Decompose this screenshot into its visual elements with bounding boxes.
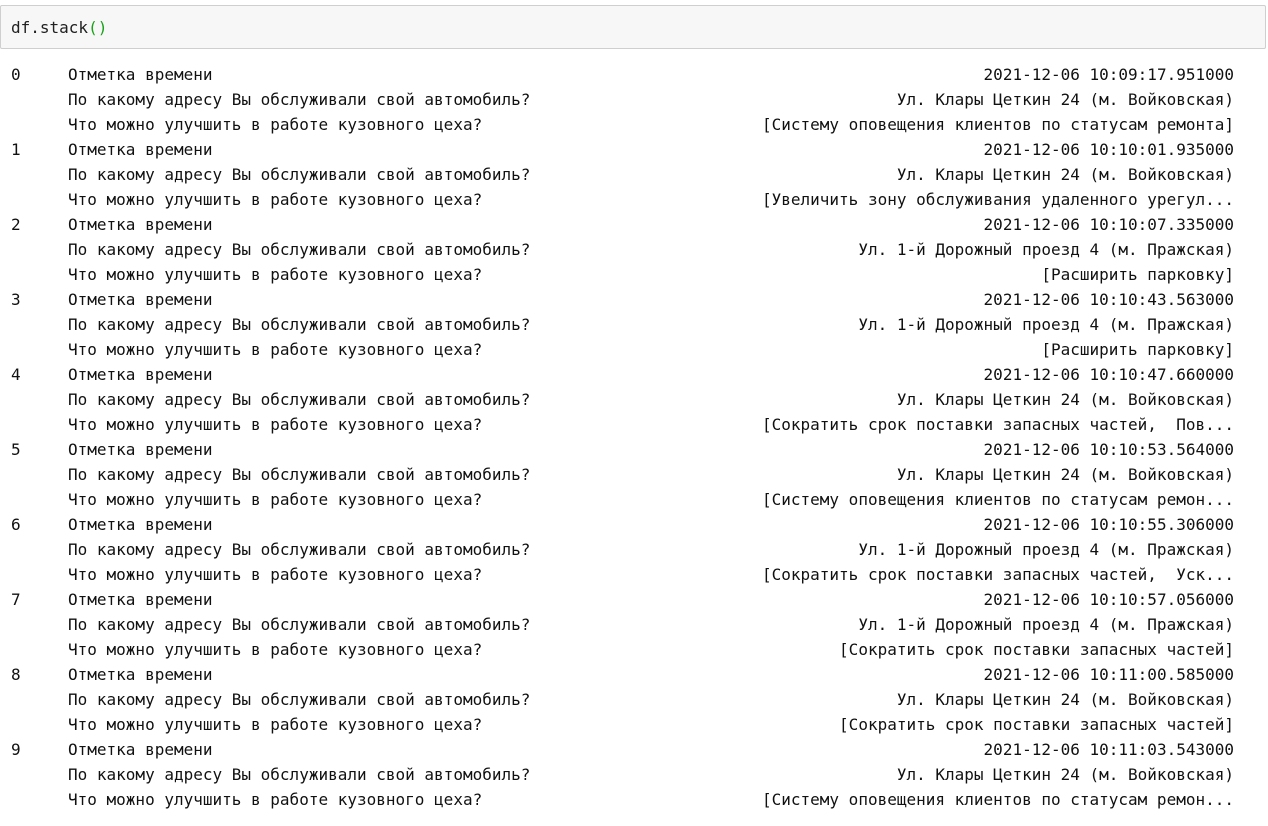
output-row — [0, 437, 1268, 462]
output-row — [0, 712, 1268, 737]
row-question-label: По какому адресу Вы обслуживали свой автомобиль? — [68, 690, 531, 709]
row-index: 0 — [11, 65, 21, 84]
cell-output-area — [0, 62, 1268, 812]
output-row — [0, 312, 1268, 337]
output-row — [0, 462, 1268, 487]
row-index: 9 — [11, 740, 21, 759]
row-question-label: По какому адресу Вы обслуживали свой автомобиль? — [68, 240, 531, 259]
row-value: Ул. Клары Цеткин 24 (м. Войковская) — [896, 90, 1234, 109]
row-question-label: Что можно улучшить в работе кузовного цеха? — [68, 640, 483, 659]
row-question-label: Отметка времени — [68, 515, 213, 534]
output-row — [0, 337, 1268, 362]
row-value: [Сократить срок поставки запасных частей] — [839, 715, 1234, 734]
row-value: [Сократить срок поставки запасных частей, Пов... — [761, 415, 1234, 434]
row-value: [Увеличить зону обслуживания удаленного урегул... — [761, 190, 1234, 209]
output-row — [0, 212, 1268, 237]
row-value: 2021-12-06 10:10:47.660000 — [983, 365, 1234, 384]
row-question-label: Что можно улучшить в работе кузовного цеха? — [68, 415, 483, 434]
output-row — [0, 562, 1268, 587]
row-value: [Систему оповещения клиентов по статусам ремон... — [761, 790, 1234, 809]
row-value: 2021-12-06 10:10:53.564000 — [983, 440, 1234, 459]
row-question-label: По какому адресу Вы обслуживали свой автомобиль? — [68, 615, 531, 634]
output-row — [0, 512, 1268, 537]
output-row — [0, 687, 1268, 712]
row-question-label: Отметка времени — [68, 740, 213, 759]
output-row — [0, 787, 1268, 812]
row-value: [Расширить парковку] — [1041, 265, 1234, 284]
code-editor-line[interactable] — [11, 18, 107, 38]
row-question-label: По какому адресу Вы обслуживали свой автомобиль? — [68, 540, 531, 559]
row-question-label: Отметка времени — [68, 665, 213, 684]
output-row — [0, 587, 1268, 612]
output-row — [0, 762, 1268, 787]
output-row — [0, 387, 1268, 412]
row-value: Ул. 1-й Дорожный проезд 4 (м. Пражская) — [858, 240, 1234, 259]
row-value: [Сократить срок поставки запасных частей] — [839, 640, 1234, 659]
output-row — [0, 262, 1268, 287]
row-question-label: Что можно улучшить в работе кузовного цеха? — [68, 790, 483, 809]
output-row — [0, 237, 1268, 262]
row-value: Ул. Клары Цеткин 24 (м. Войковская) — [896, 465, 1234, 484]
row-question-label: Отметка времени — [68, 65, 213, 84]
row-value: [Расширить парковку] — [1041, 340, 1234, 359]
row-value: Ул. 1-й Дорожный проезд 4 (м. Пражская) — [858, 615, 1234, 634]
row-question-label: Отметка времени — [68, 440, 213, 459]
output-row — [0, 662, 1268, 687]
row-question-label: Отметка времени — [68, 590, 213, 609]
output-row — [0, 537, 1268, 562]
row-index: 6 — [11, 515, 21, 534]
output-row — [0, 112, 1268, 137]
row-value: Ул. Клары Цеткин 24 (м. Войковская) — [896, 390, 1234, 409]
row-question-label: Что можно улучшить в работе кузовного цеха? — [68, 190, 483, 209]
row-question-label: Что можно улучшить в работе кузовного цеха? — [68, 490, 483, 509]
row-value: Ул. 1-й Дорожный проезд 4 (м. Пражская) — [858, 540, 1234, 559]
row-question-label: Что можно улучшить в работе кузовного цеха? — [68, 340, 483, 359]
row-value: Ул. 1-й Дорожный проезд 4 (м. Пражская) — [858, 315, 1234, 334]
row-index: 1 — [11, 140, 21, 159]
output-row — [0, 737, 1268, 762]
row-value: Ул. Клары Цеткин 24 (м. Войковская) — [896, 765, 1234, 784]
output-row — [0, 87, 1268, 112]
row-question-label: По какому адресу Вы обслуживали свой автомобиль? — [68, 465, 531, 484]
row-question-label: Что можно улучшить в работе кузовного цеха? — [68, 715, 483, 734]
output-row — [0, 287, 1268, 312]
row-value: 2021-12-06 10:10:01.935000 — [983, 140, 1234, 159]
row-value: [Систему оповещения клиентов по статусам ремонта] — [761, 115, 1234, 134]
row-question-label: Отметка времени — [68, 140, 213, 159]
output-row — [0, 162, 1268, 187]
row-value: 2021-12-06 10:10:43.563000 — [983, 290, 1234, 309]
row-value: [Сократить срок поставки запасных частей, Уск... — [761, 565, 1234, 584]
code-expression: df.stack — [11, 18, 89, 37]
row-question-label: Что можно улучшить в работе кузовного цеха? — [68, 265, 483, 284]
output-row — [0, 612, 1268, 637]
row-value: Ул. Клары Цеткин 24 (м. Войковская) — [896, 165, 1234, 184]
row-question-label: По какому адресу Вы обслуживали свой автомобиль? — [68, 315, 531, 334]
row-question-label: По какому адресу Вы обслуживали свой автомобиль? — [68, 390, 531, 409]
row-value: 2021-12-06 10:11:03.543000 — [983, 740, 1234, 759]
row-question-label: Отметка времени — [68, 290, 213, 309]
row-value: [Систему оповещения клиентов по статусам ремон... — [761, 490, 1234, 509]
row-value: Ул. Клары Цеткин 24 (м. Войковская) — [896, 690, 1234, 709]
row-value: 2021-12-06 10:10:55.306000 — [983, 515, 1234, 534]
row-index: 4 — [11, 365, 21, 384]
row-question-label: По какому адресу Вы обслуживали свой автомобиль? — [68, 165, 531, 184]
row-value: 2021-12-06 10:11:00.585000 — [983, 665, 1234, 684]
row-value: 2021-12-06 10:09:17.951000 — [983, 65, 1234, 84]
output-row — [0, 137, 1268, 162]
output-row — [0, 412, 1268, 437]
row-value: 2021-12-06 10:10:57.056000 — [983, 590, 1234, 609]
row-index: 8 — [11, 665, 21, 684]
output-row — [0, 487, 1268, 512]
row-index: 2 — [11, 215, 21, 234]
output-row — [0, 362, 1268, 387]
output-row — [0, 62, 1268, 87]
row-index: 7 — [11, 590, 21, 609]
row-question-label: По какому адресу Вы обслуживали свой автомобиль? — [68, 90, 531, 109]
row-value: 2021-12-06 10:10:07.335000 — [983, 215, 1234, 234]
row-question-label: Что можно улучшить в работе кузовного цеха? — [68, 565, 483, 584]
row-index: 3 — [11, 290, 21, 309]
row-question-label: Отметка времени — [68, 215, 213, 234]
code-input-cell[interactable] — [0, 5, 1266, 49]
output-row — [0, 187, 1268, 212]
row-question-label: Что можно улучшить в работе кузовного цеха? — [68, 115, 483, 134]
row-question-label: По какому адресу Вы обслуживали свой автомобиль? — [68, 765, 531, 784]
row-question-label: Отметка времени — [68, 365, 213, 384]
output-row — [0, 637, 1268, 662]
code-parentheses: () — [88, 18, 108, 37]
row-index: 5 — [11, 440, 21, 459]
